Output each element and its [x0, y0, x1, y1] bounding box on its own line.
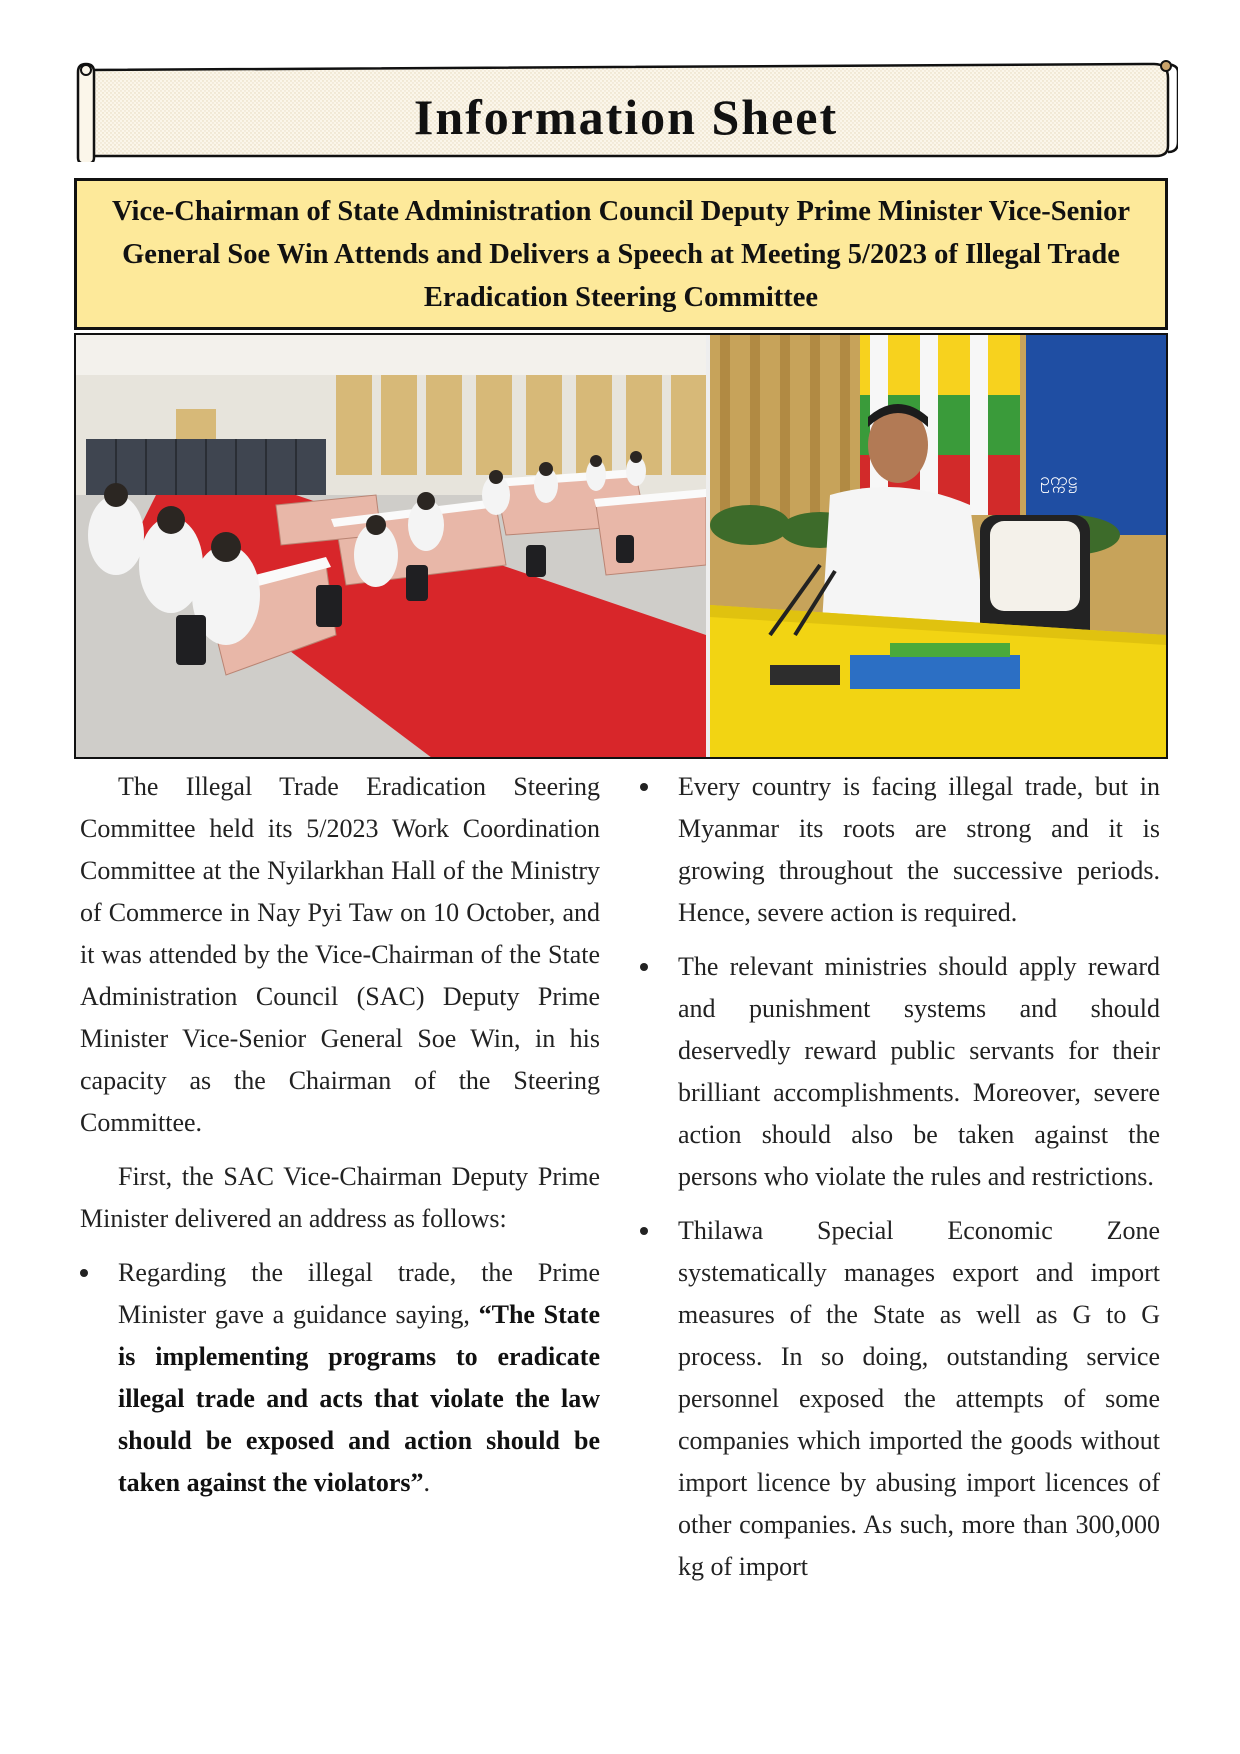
list-item	[640, 1210, 1160, 1588]
address-intro-paragraph: First, the SAC Vice-Chairman Deputy Prime Minister delivered an address as follows:	[80, 1162, 600, 1233]
photo-strip	[74, 333, 1168, 759]
right-column	[640, 766, 1160, 1600]
bullet-text: Thilawa Special Economic Zone systematically manages export and import measures of the State as well as G to G process. In so doing, outstanding service personnel exposed the attempts of some companies which imported the goods without import licence by abusing import licences of other companies. As such, more than 300,000 kg of import	[678, 1216, 1160, 1581]
bullet-icon	[640, 963, 648, 971]
title-banner	[74, 60, 1178, 162]
bullet-text: Every country is facing illegal trade, but in Myanmar its roots are strong and it is growing throughout the successive periods. Hence, severe action is required.	[678, 772, 1160, 927]
list-item	[80, 1252, 600, 1504]
bullet-icon	[80, 1269, 88, 1277]
meeting-hall-photo	[76, 335, 706, 757]
bullet-end: .	[423, 1468, 430, 1497]
headline-box	[74, 178, 1168, 330]
bullet-text: The relevant ministries should apply reward and punishment systems and should deservedly reward public servants for their brilliant accomplishments. Moreover, severe action should also be taken against the persons who violate the rules and restrictions.	[678, 952, 1160, 1191]
left-bullet-list	[80, 1252, 600, 1504]
headline: Vice-Chairman of State Administration Council Deputy Prime Minister Vice-Senior General Soe Win Attends and Delivers a Speech at Meeting 5/2023 of Illegal Trade Eradication Steering Committee	[112, 195, 1130, 313]
bullet-icon	[640, 783, 648, 791]
speaker-photo	[710, 335, 1166, 757]
list-item	[640, 766, 1160, 934]
bullet-quote: “The State is implementing programs to eradicate illegal trade and acts that violate the law should be exposed and action should be taken against the violators”	[118, 1300, 600, 1497]
intro-paragraph: The Illegal Trade Eradication Steering Committee held its 5/2023 Work Coordination Committee at the Nyilarkhan Hall of the Ministry of Commerce in Nay Pyi Taw on 10 October, and it was attended by the Vice-Chairman of the State Administration Council (SAC) Deputy Prime Minister Vice-Senior General Soe Win, in his capacity as the Chairman of the Steering Committee.	[80, 772, 600, 1137]
bullet-icon	[640, 1227, 648, 1235]
sign-text: ဥက္ကဋ္ဌ	[1040, 469, 1078, 490]
bullet-text: Regarding the illegal trade, the Prime Minister gave a guidance saying,	[118, 1258, 600, 1329]
left-column	[80, 766, 600, 1516]
list-item	[640, 946, 1160, 1198]
right-bullet-list	[640, 766, 1160, 1588]
page-title: Information Sheet	[413, 89, 839, 145]
